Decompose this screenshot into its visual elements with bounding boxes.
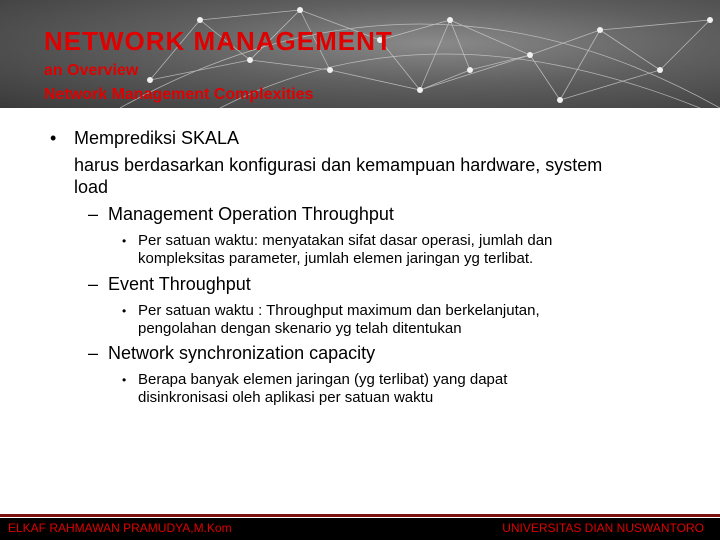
description-line-1: harus berdasarkan konfigurasi dan kemampuan hardware, system <box>74 155 603 175</box>
small-bullet-icon: • <box>122 373 127 387</box>
slide-subtitle-complexities: Network Management Complexities <box>44 86 314 103</box>
detail-line: Per satuan waktu : Throughput maximum dan berkelanjutan, <box>138 302 540 319</box>
small-bullet-icon: • <box>122 234 127 248</box>
footer-institution: UNIVERSITAS DIAN NUSWANTORO <box>502 521 704 535</box>
slide-title: NETWORK MANAGEMENT <box>44 26 393 56</box>
dash-icon: – <box>88 204 99 224</box>
main-bullet-description <box>74 154 684 198</box>
detail-line: disinkronisasi oleh aplikasi per satuan waktu <box>138 389 434 406</box>
bullet-icon: • <box>50 128 57 148</box>
main-bullet-text: Memprediksi SKALA <box>74 128 240 148</box>
description-line-2: load <box>74 177 109 197</box>
dash-icon: – <box>88 274 99 294</box>
slide-subtitle-overview: an Overview <box>44 62 139 79</box>
dash-icon: – <box>88 343 99 363</box>
footer-divider <box>0 514 720 517</box>
detail-line: Berapa banyak elemen jaringan (yg terlibat) yang dapat <box>138 371 508 388</box>
detail-line: kompleksitas parameter, jumlah elemen jaringan yg terlibat. <box>138 250 534 267</box>
detail-line: Per satuan waktu: menyatakan sifat dasar operasi, jumlah dan <box>138 232 553 249</box>
detail-line: pengolahan dengan skenario yg telah ditentukan <box>138 320 462 337</box>
footer-bar <box>0 518 720 540</box>
small-bullet-icon: • <box>122 304 127 318</box>
header-banner <box>0 0 720 108</box>
footer-author: ELKAF RAHMAWAN PRAMUDYA,M.Kom <box>8 521 232 535</box>
